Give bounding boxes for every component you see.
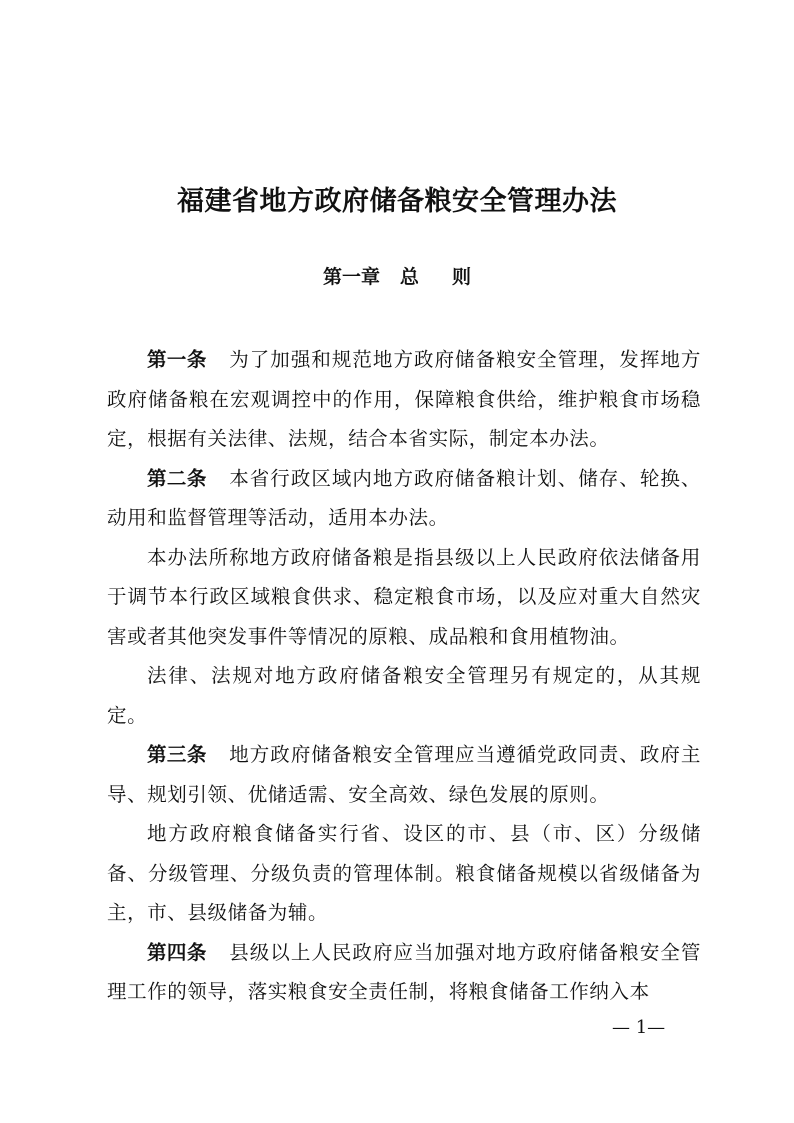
paragraph [107, 538, 701, 657]
paragraph [107, 735, 701, 814]
article-number: 第三条 [147, 743, 207, 766]
paragraph-text: 地方政府储备粮安全管理应当遵循党政同责、政府主导、规划引领、优储适需、安全高效、绿色发展的原则。 [107, 743, 701, 806]
chapter-heading: 第一章 总 则 [323, 266, 471, 288]
paragraph-text: 为了加强和规范地方政府储备粮安全管理，发挥地方政府储备粮在宏观调控中的作用，保障粮食供给，维护粮食市场稳定，根据有关法律、法规，结合本省实际，制定本办法。 [107, 348, 701, 450]
paragraph [107, 814, 701, 933]
paragraph [107, 933, 701, 1012]
paragraph-text: 法律、法规对地方政府储备粮安全管理另有规定的，从其规定。 [107, 664, 701, 727]
article-number: 第二条 [147, 466, 207, 490]
paragraph-text: 县级以上人民政府应当加强对地方政府储备粮安全管理工作的领导，落实粮食安全责任制，将粮食储备工作纳入本 [107, 940, 701, 1003]
article-number: 第四条 [147, 940, 207, 964]
paragraph [107, 459, 701, 538]
paragraph [107, 340, 701, 459]
paragraph-text: 本省行政区域内地方政府储备粮计划、储存、轮换、动用和监督管理等活动，适用本办法。 [107, 466, 701, 529]
paragraph-text: 地方政府粮食储备实行省、设区的市、县（市、区）分级储备、分级管理、分级负责的管理体制。粮食储备规模以省级储备为主，市、县级储备为辅。 [107, 822, 701, 924]
page-number: — 1— [612, 1017, 666, 1038]
paragraph-text: 本办法所称地方政府储备粮是指县级以上人民政府依法储备用于调节本行政区域粮食供求、稳定粮食市场，以及应对重大自然灾害或者其他突发事件等情况的原粮、成品粮和食用植物油。 [107, 545, 701, 648]
paragraph [107, 656, 701, 735]
document-body [107, 340, 701, 1012]
document-title: 福建省地方政府储备粮安全管理办法 [177, 186, 617, 217]
article-number: 第一条 [147, 348, 207, 371]
